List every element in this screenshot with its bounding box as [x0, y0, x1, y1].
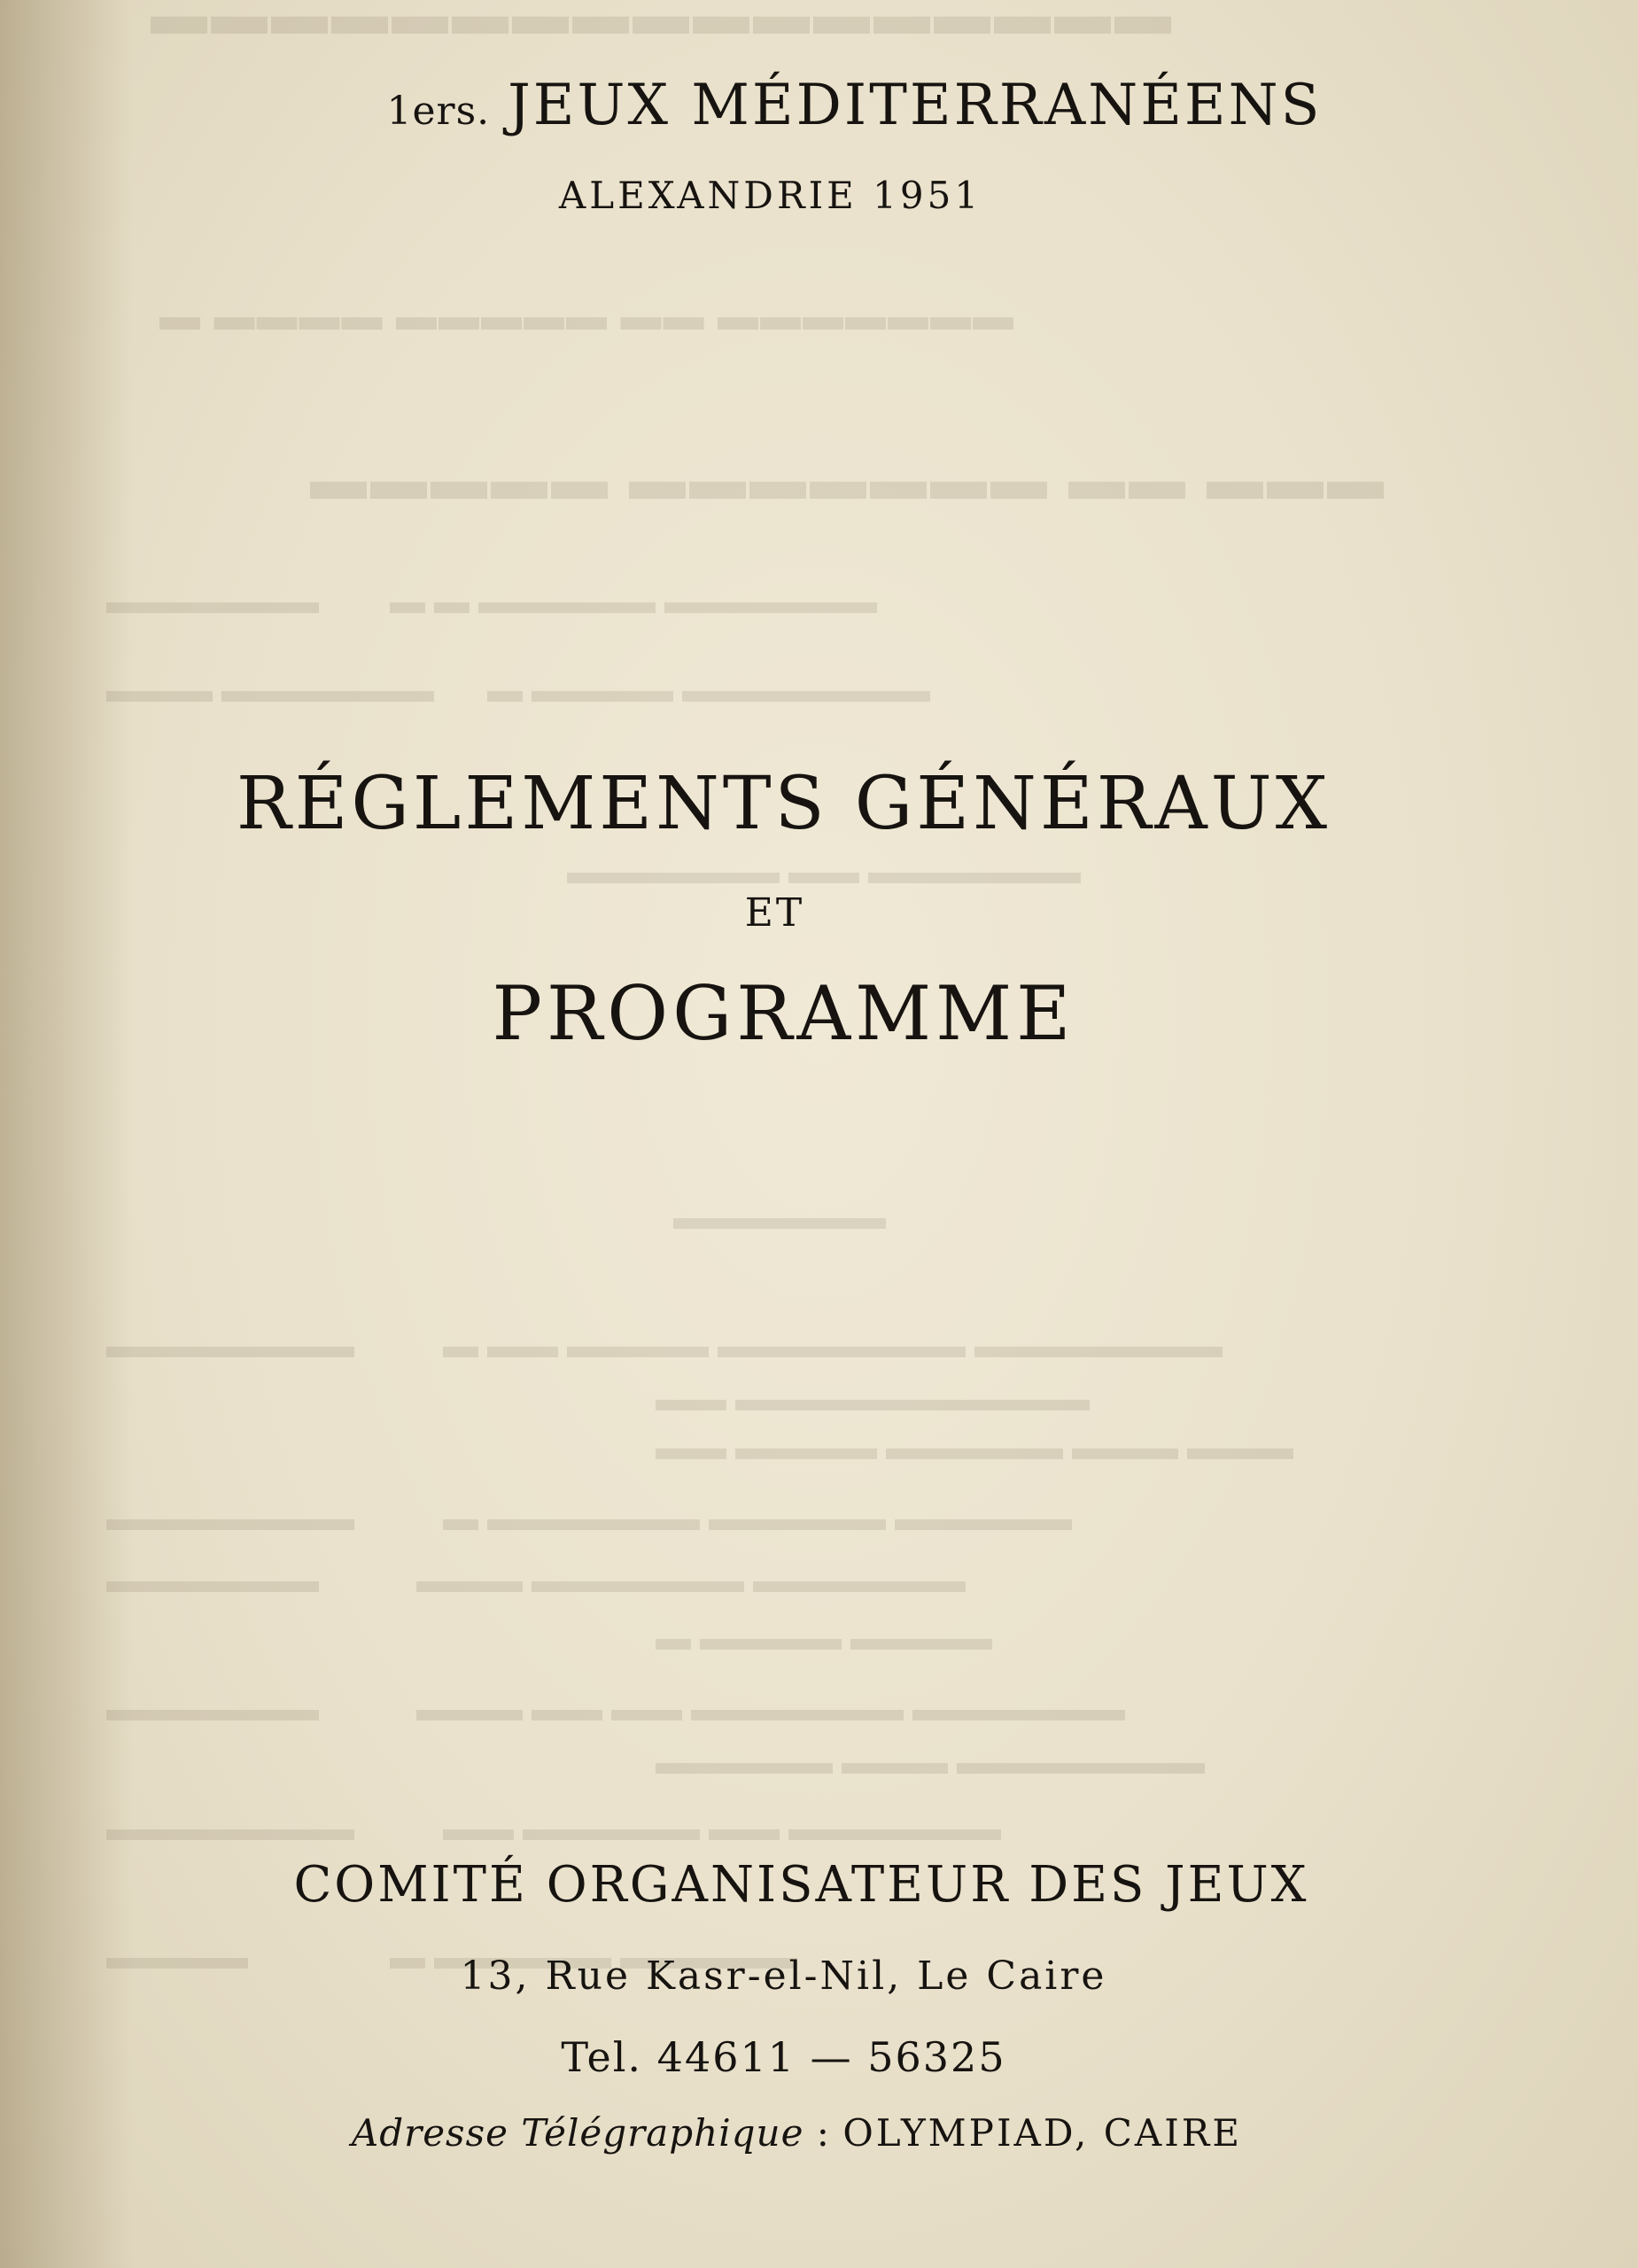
telegraph-value: OLYMPIAD, CAIRE: [842, 2111, 1243, 2155]
telephone-numbers: Tel. 44611 — 56325: [561, 2033, 1006, 2081]
document-title-line1: RÉGLEMENTS GÉNÉRAUX: [236, 762, 1331, 846]
document-title-connector: ET: [744, 890, 805, 936]
document-title-line2: PROGRAMME: [492, 970, 1075, 1057]
telegraph-separator: :: [816, 2111, 830, 2155]
organizer-name: COMITÉ ORGANISATEUR DES JEUX: [293, 1856, 1309, 1914]
event-name: JEUX MÉDITERRANÉENS: [508, 73, 1323, 138]
games-title: [35, 73, 1638, 138]
edition-prefix: 1ers.: [386, 89, 491, 134]
telegraphic-address: [0, 2111, 1616, 2155]
spine-shadow: [0, 0, 133, 2268]
telegraph-label: Adresse Télégraphique: [351, 2111, 804, 2155]
postal-address: 13, Rue Kasr-el-Nil, Le Caire: [460, 1953, 1107, 1999]
event-location-year: ALEXANDRIE 1951: [558, 174, 982, 217]
